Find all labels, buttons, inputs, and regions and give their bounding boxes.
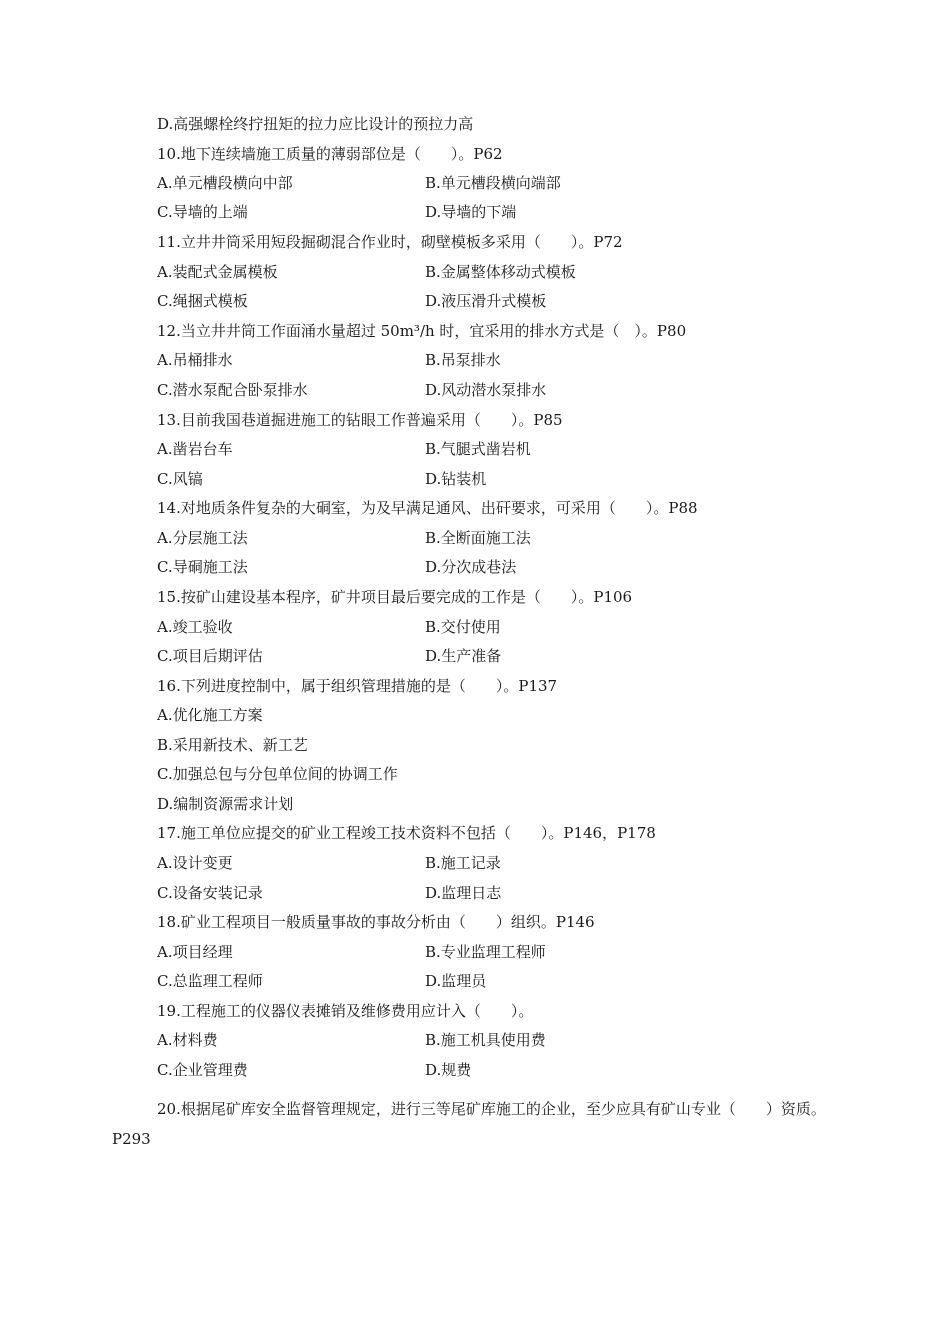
question-10-stem: 10.地下连续墙施工质量的薄弱部位是（ ）。P62: [157, 145, 503, 163]
question-16-option-a: A.优化施工方案: [157, 706, 263, 724]
question-19-option-a: A.材料费: [157, 1031, 218, 1049]
question-10-option-d: D.导墙的下端: [425, 203, 517, 221]
question-14-option-c: C.导硐施工法: [157, 558, 248, 576]
question-13-option-d: D.钻装机: [425, 470, 487, 488]
question-15-option-c: C.项目后期评估: [157, 647, 263, 665]
question-19-option-d: D.规费: [425, 1061, 472, 1079]
question-18-option-d: D.监理员: [425, 972, 487, 990]
question-12-option-d: D.风动潜水泵排水: [425, 381, 547, 399]
question-11-option-d: D.液压滑升式模板: [425, 292, 547, 310]
question-14-option-d: D.分次成巷法: [425, 558, 517, 576]
question-12-option-a: A.吊桶排水: [157, 351, 233, 369]
question-11-option-a: A.装配式金属模板: [157, 263, 278, 281]
question-18-stem: 18.矿业工程项目一般质量事故的事故分析由（ ）组织。P146: [157, 913, 595, 931]
question-17-option-a: A.设计变更: [157, 854, 233, 872]
question-14-option-b: B.全断面施工法: [425, 529, 531, 547]
question-20-stem: 20.根据尾矿库安全监督管理规定，进行三等尾矿库施工的企业，至少应具有矿山专业（ ）资质。P293: [112, 1100, 826, 1148]
question-17-option-d: D.监理日志: [425, 884, 502, 902]
question-13-stem: 13.目前我国巷道掘进施工的钻眼工作普遍采用（ ）。P85: [157, 411, 563, 429]
question-10-option-c: C.导墙的上端: [157, 203, 248, 221]
question-16-option-d: D.编制资源需求计划: [157, 795, 294, 813]
question-16-option-c: C.加强总包与分包单位间的协调工作: [157, 765, 398, 783]
question-19-stem: 19.工程施工的仪器仪表摊销及维修费用应计入（ ）。: [157, 1002, 534, 1020]
question-14-option-a: A.分层施工法: [157, 529, 248, 547]
question-12-stem: 12.当立井井筒工作面涌水量超过 50m³/h 时，宜采用的排水方式是（ ）。P80: [157, 322, 687, 340]
question-10-option-a: A.单元槽段横向中部: [157, 174, 293, 192]
question-17-option-b: B.施工记录: [425, 854, 501, 872]
question-15-option-a: A.竣工验收: [157, 618, 233, 636]
question-15-option-b: B.交付使用: [425, 618, 501, 636]
question-15-option-d: D.生产准备: [425, 647, 502, 665]
question-12-option-b: B.吊泵排水: [425, 351, 501, 369]
question-11-option-b: B.金属整体移动式模板: [425, 263, 576, 281]
question-10-option-b: B.单元槽段横向端部: [425, 174, 561, 192]
question-13-option-c: C.风镐: [157, 470, 203, 488]
question-17-stem: 17.施工单位应提交的矿业工程竣工技术资料不包括（ ）。P146，P178: [157, 824, 656, 842]
question-18-option-c: C.总监理工程师: [157, 972, 263, 990]
question-11-option-c: C.绳捆式模板: [157, 292, 248, 310]
question-15-stem: 15.按矿山建设基本程序，矿井项目最后要完成的工作是（ ）。P106: [157, 588, 633, 606]
prev-question-option-d: D.高强螺栓终拧扭矩的拉力应比设计的预拉力高: [157, 115, 474, 133]
question-19-option-c: C.企业管理费: [157, 1061, 248, 1079]
question-12-option-c: C.潜水泵配合卧泵排水: [157, 381, 308, 399]
question-17-option-c: C.设备安装记录: [157, 884, 263, 902]
question-18-option-b: B.专业监理工程师: [425, 943, 546, 961]
question-13-option-b: B.气腿式凿岩机: [425, 440, 531, 458]
question-13-option-a: A.凿岩台车: [157, 440, 233, 458]
question-16-option-b: B.采用新技术、新工艺: [157, 736, 308, 754]
question-14-stem: 14.对地质条件复杂的大硐室，为及早满足通风、出矸要求，可采用（ ）。P88: [157, 499, 698, 517]
question-19-option-b: B.施工机具使用费: [425, 1031, 546, 1049]
question-18-option-a: A.项目经理: [157, 943, 233, 961]
question-11-stem: 11.立井井筒采用短段掘砌混合作业时，砌壁模板多采用（ ）。P72: [157, 233, 623, 251]
question-16-stem: 16.下列进度控制中，属于组织管理措施的是（ ）。P137: [157, 677, 558, 695]
